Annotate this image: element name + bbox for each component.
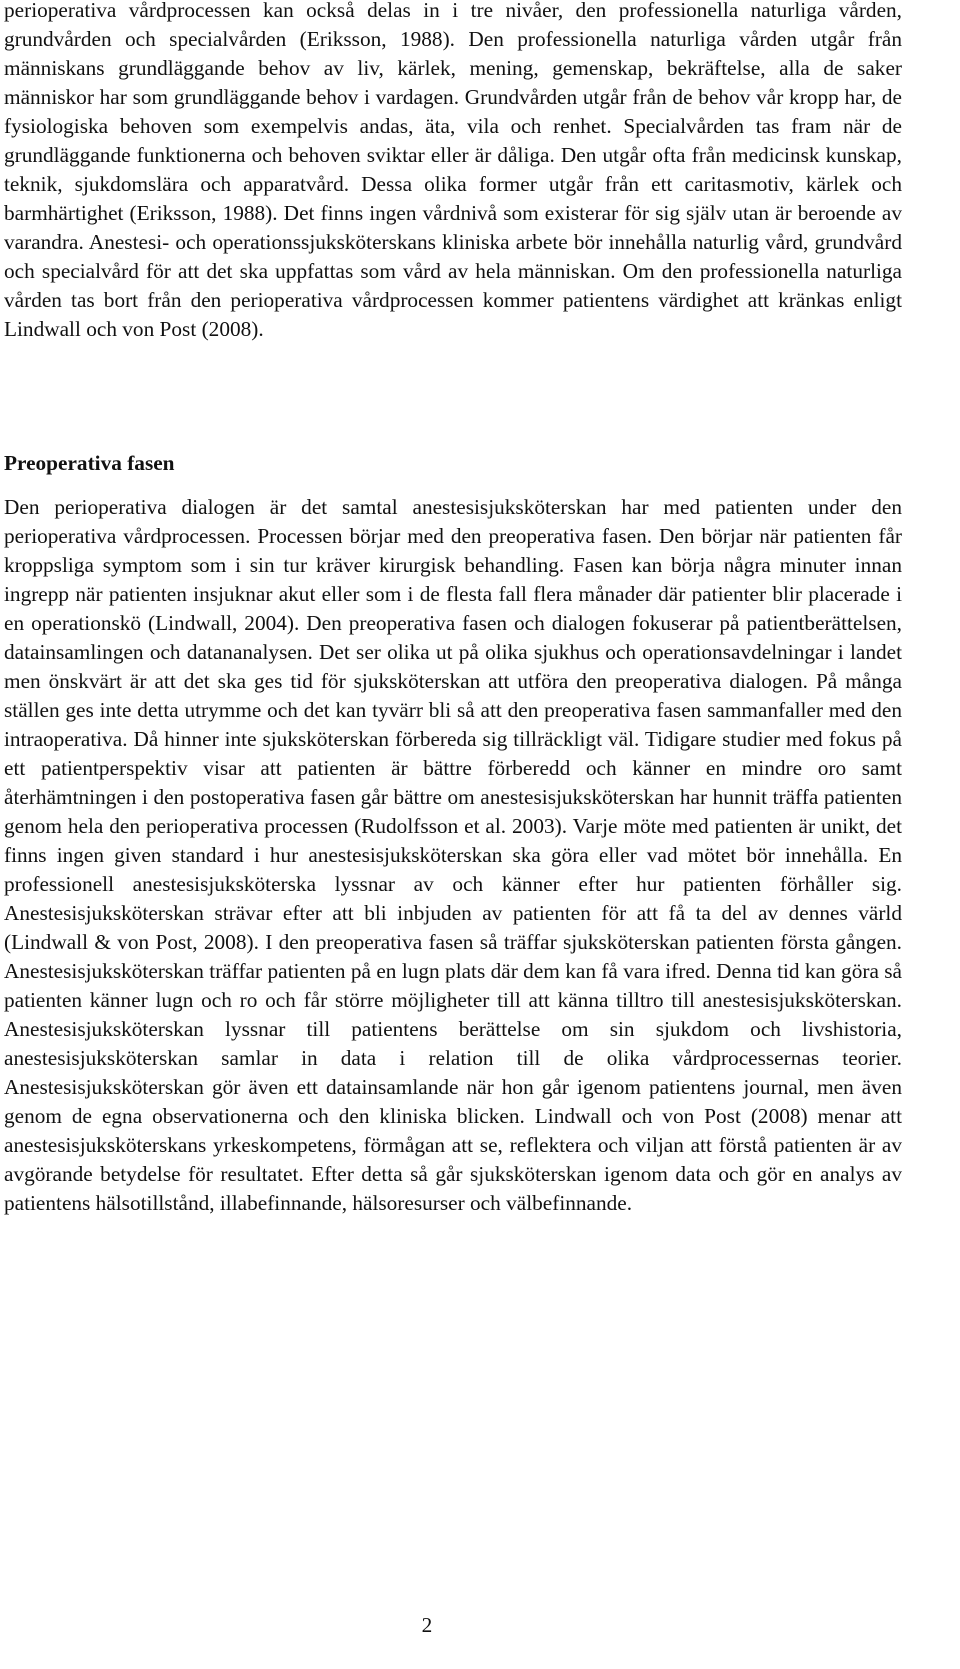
page-number: 2 (421, 1613, 433, 1637)
section-heading: Preoperativa fasen (4, 451, 175, 475)
body-paragraph-intro: perioperativa vårdprocessen kan också delas in i tre nivåer, den professionella naturliga vården, grundvården och specialvården (Eriksson, 1988). Den professionella naturliga vården utgår från människans grundläggande behov av liv, kärlek, mening, gemenskap, bekräftelse, alla de saker människor har som grundläggande behov i vardagen. Grundvården utgår från de behov vår kropp har, de fysiologiska behoven som exempelvis andas, äta, vila och renhet. Specialvården tas fram när de grundläggande funktionerna och behoven sviktar eller är dåliga. Den utgår ofta från medicinsk kunskap, teknik, sjukdomslära och apparatvård. Dessa olika former utgår från ett caritasmotiv, kärlek och barmhärtighet (Eriksson, 1988). Det finns ingen vårdnivå som existerar för sig själv utan är beroende av varandra. Anestesi- och operationssjuksköterskans kliniska arbete bör innehålla naturlig vård, grundvård och specialvård för att det ska uppfattas som vård av hela människan. Om den professionella naturliga vården tas bort från den perioperativa vårdprocessen kommer patientens värdighet att kränkas enligt Lindwall och von Post (2008). (4, 0, 902, 341)
body-paragraph-preoperative: Den perioperativa dialogen är det samtal anestesisjuksköterskan har med patienten under den perioperativa vårdprocessen. Processen börjar med den preoperativa fasen. Den börjar när patienten får kroppsliga symptom som i sin tur kräver kirurgisk behandling. Fasen kan börja några minuter innan ingrepp när patienten insjuknar akut eller som i de flesta fall flera månader där patienter blir placerade i en operationskö (Lindwall, 2004). Den preoperativa fasen och dialogen fokuserar på patientberättelsen, datainsamlingen och datananalysen. Det ser olika ut på olika sjukhus och operationsavdelningar i landet men önskvärt är att det ska ges tid för sjuksköterskan att utföra den preoperativa dialogen. På många ställen ges inte detta utrymme och det kan tyvärr bli så att den preoperativa fasen sammanfaller med den intraoperativa. Då hinner inte sjuksköterskan förbereda sig tillräckligt väl. Tidigare studier med fokus på ett patientperspektiv visar att patienten är bättre förberedd och känner en mindre oro samt återhämtningen i den postoperativa fasen går bättre om anestesisjuksköterskan har hunnit träffa patienten genom hela den perioperativa processen (Rudolfsson et al. 2003). Varje möte med patienten är unikt, det finns ingen given standard i hur anestesisjuksköterskan ska göra eller vad mötet bör innehålla. En professionell anestesisjuksköterska lyssnar av och känner efter hur patienten förhåller sig. Anestesisjuksköterskan strävar efter att bli inbjuden av patienten för att få ta del av dennes värld (Lindwall & von Post, 2008). I den preoperativa fasen så träffar sjuksköterskan patienten första gången. Anestesisjuksköterskan träffar patienten på en lugn plats där dem kan få vara ifred. Denna tid kan göra så patienten känner lugn och ro och får större möjligheter till att känna tilltro till anestesisjuksköterskan. Anestesisjuksköterskan lyssnar till patientens berättelse om sin sjukdom och livshistoria, anestesisjuksköterskan samlar in data i relation till de olika vårdprocessernas teorier. Anestesisjuksköterskan gör även ett datainsamlande när hon går igenom patientens journal, men även genom de egna observationerna och den kliniska blicken. Lindwall och von Post (2008) menar att anestesisjuksköterskans yrkeskompetens, förmågan att se, reflektera och viljan att förstå patienten är av avgörande betydelse för resultatet. Efter detta så går sjuksköterskan igenom data och gör en analys av patientens hälsotillstånd, illabefinnande, hälsoresurser och välbefinnande. (4, 495, 902, 1215)
